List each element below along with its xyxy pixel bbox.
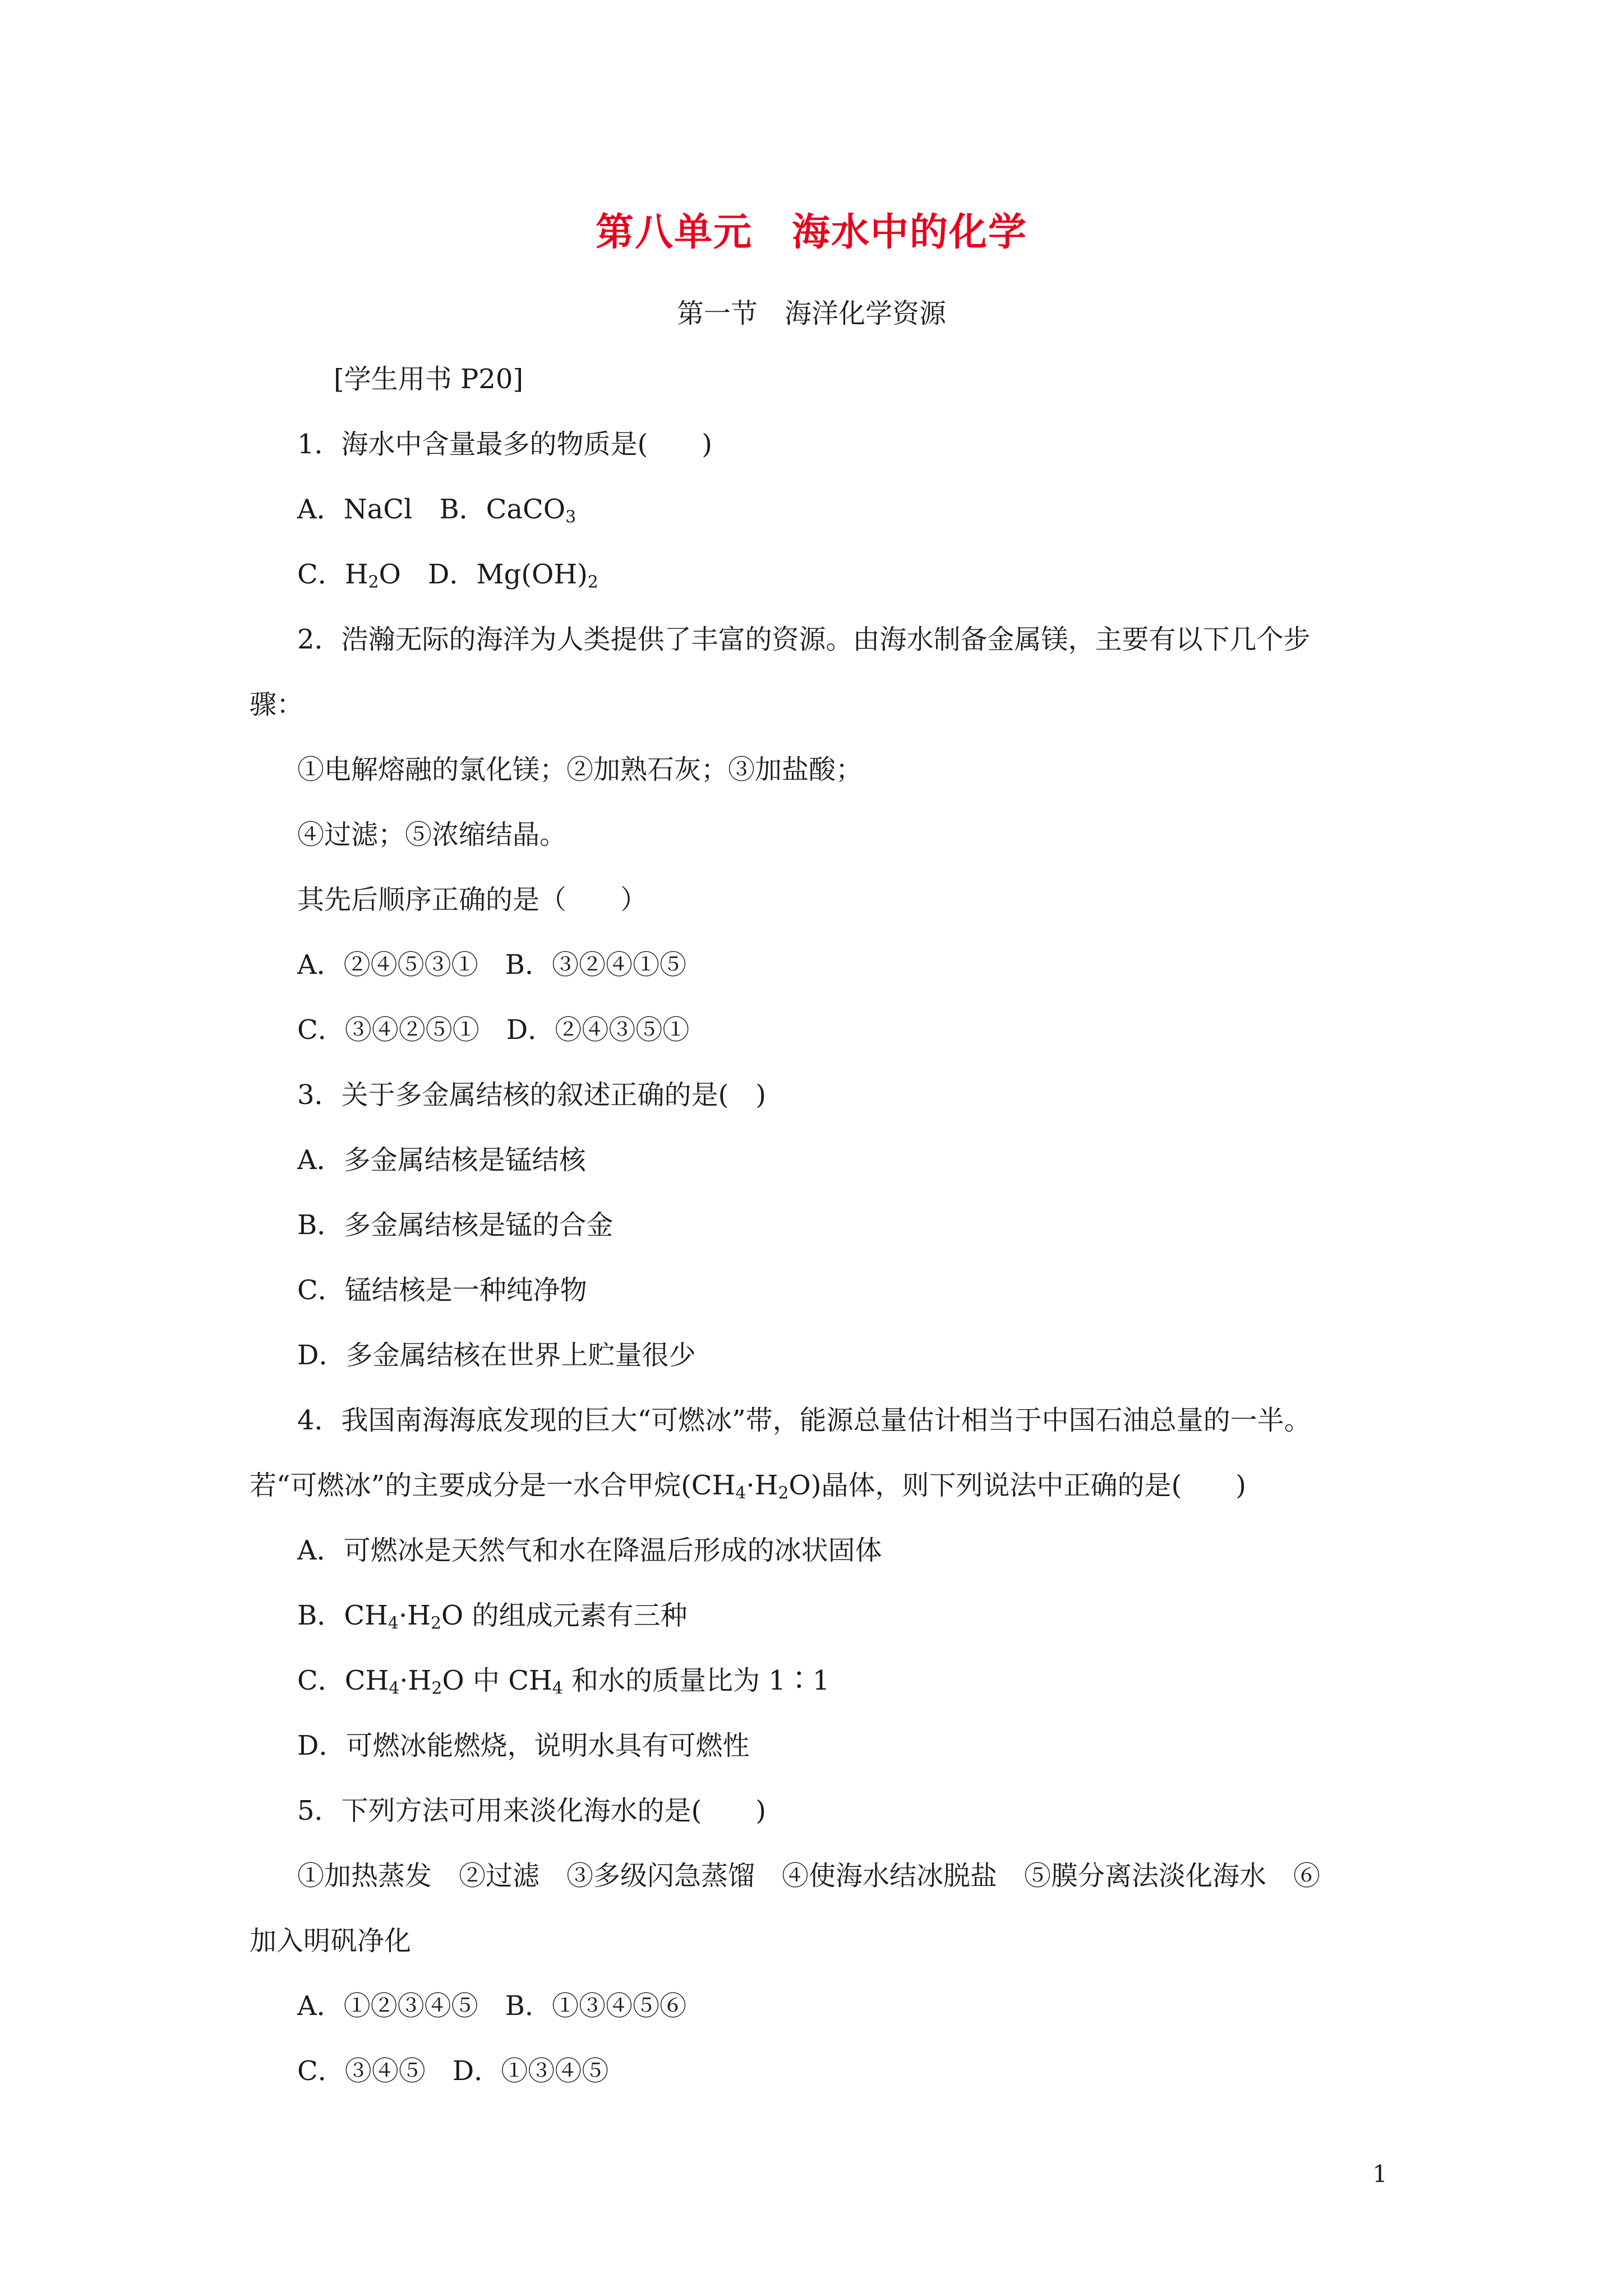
q2-steps-line1: ①电解熔融的氯化镁；②加熟石灰；③加盐酸； [297, 754, 863, 785]
q1-options-ab: A．NaCl B．CaCO$_3$ [297, 494, 576, 527]
q1-options-cd: C．$H_2O$ D．$Mg(OH)_2$ [297, 559, 598, 592]
q5-stem: 5．下列方法可用来淡化海水的是( ) [297, 1795, 766, 1826]
q3-option-d: D．多金属结核在世界上贮量很少 [297, 1340, 696, 1371]
q5-methods-line1: ①加热蒸发 ②过滤 ③多级闪急蒸馏 ④使海水结冰脱盐 ⑤膜分离法淡化海水 ⑥ [297, 1860, 1321, 1892]
q4-option-c: C．$CH_4\cdot H_2O$ 中 $CH_4$ 和水的质量比为 1∶1 [297, 1665, 830, 1699]
q5-options-cd: C．③④⑤ D．①③④⑤ [297, 2055, 609, 2087]
q4-stem-line1: 4．我国南海海底发现的巨大“可燃冰”带，能源总量估计相当于中国石油总量的一半。 [297, 1405, 1311, 1436]
q4-stem-line2: 若“可燃冰”的主要成分是一水合甲烷$(CH_4\cdot H_2O)$晶体，则下列说法中正确的是( ) [250, 1470, 1246, 1503]
q1-stem: 1．海水中含量最多的物质是( ) [297, 429, 712, 460]
q2-options-cd: C．③④②⑤① D．②④③⑤① [297, 1014, 690, 1046]
q5-methods-line2: 加入明矾净化 [250, 1925, 412, 1957]
q2-steps-line2: ④过滤；⑤浓缩结晶。 [297, 819, 567, 850]
page-title: 第八单元 海水中的化学 [595, 210, 1027, 255]
q2-options-ab: A．②④⑤③① B．③②④①⑤ [297, 949, 686, 981]
page-number: 1 [1372, 2160, 1387, 2188]
q2-stem-line1: 2．浩瀚无际的海洋为人类提供了丰富的资源。由海水制备金属镁，主要有以下几个步 [297, 624, 1311, 655]
q4-option-a: A．可燃冰是天然气和水在降温后形成的冰状固体 [297, 1535, 882, 1566]
reference-note: [学生用书 P20] [334, 364, 524, 395]
q4-option-b: B．$CH_4\cdot H_2O$ 的组成元素有三种 [297, 1600, 688, 1634]
q4-option-d: D．可燃冰能燃烧，说明水具有可燃性 [297, 1730, 750, 1761]
q3-option-a: A．多金属结核是锰结核 [297, 1144, 586, 1176]
q2-ask: 其先后顺序正确的是（ ） [297, 884, 648, 915]
q3-option-b: B．多金属结核是锰的合金 [297, 1209, 614, 1241]
q2-stem-line2: 骤： [250, 689, 304, 720]
section-subtitle: 第一节 海洋化学资源 [676, 298, 946, 329]
q5-options-ab: A．①②③④⑤ B．①③④⑤⑥ [297, 1990, 686, 2022]
q3-option-c: C．锰结核是一种纯净物 [297, 1274, 587, 1306]
q3-stem: 3．关于多金属结核的叙述正确的是( ) [297, 1079, 766, 1111]
